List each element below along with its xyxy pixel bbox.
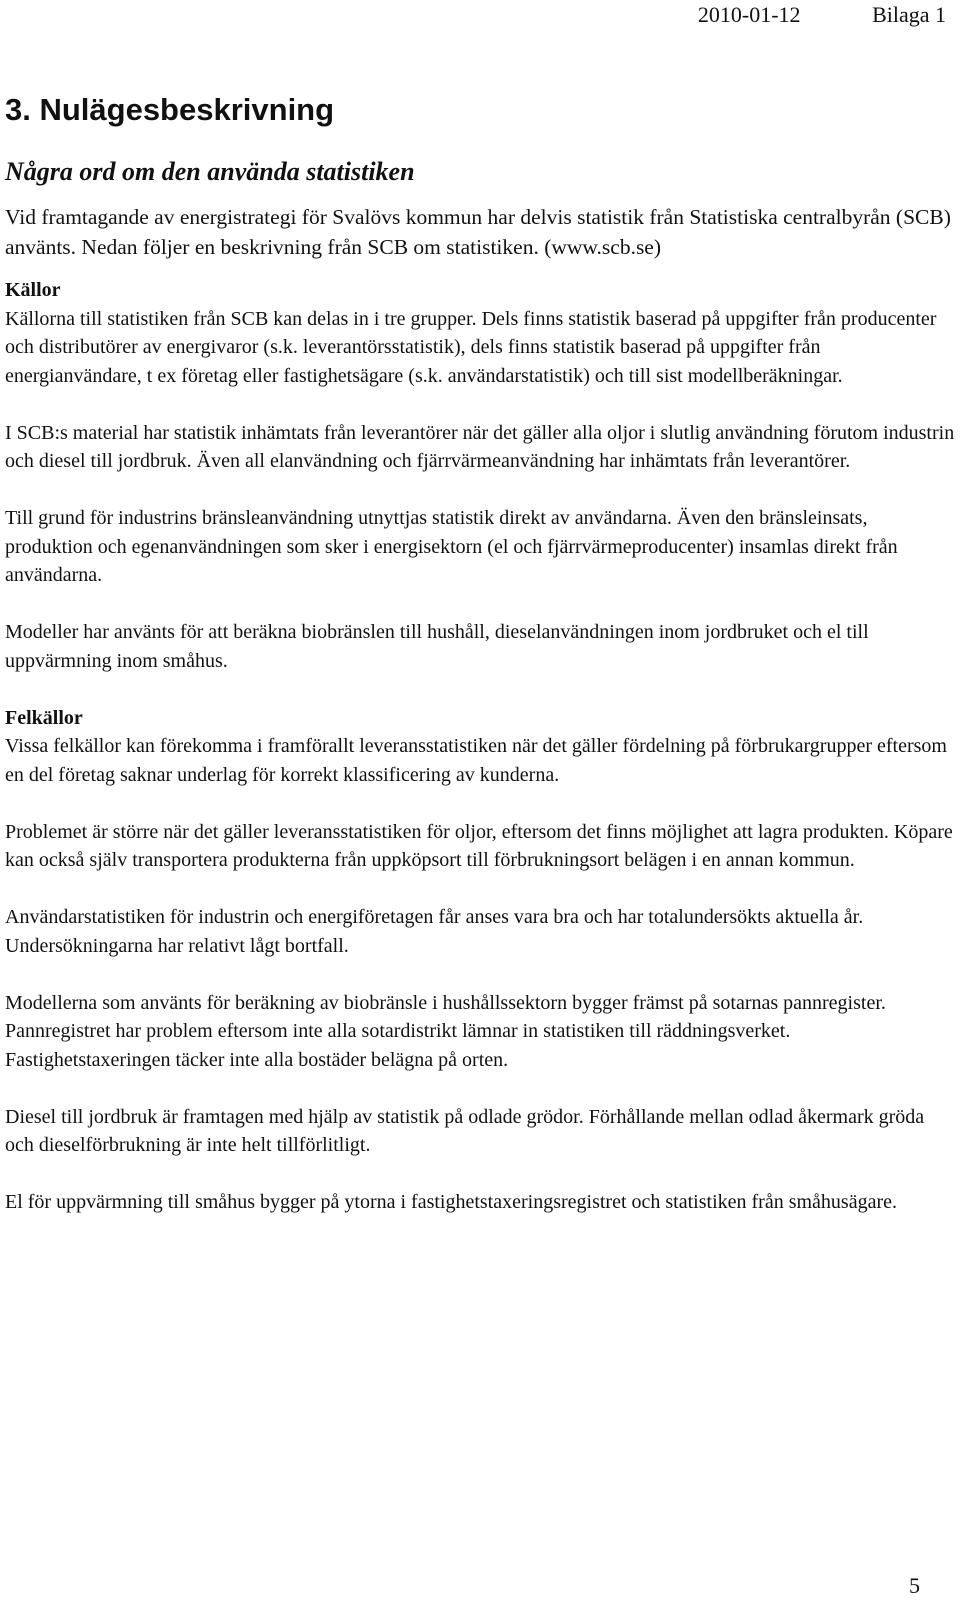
document-body (5, 86, 955, 1245)
paragraph: Modellerna som använts för beräkning av biobränsle i hushållssektorn bygger främst på sotarnas pannregister. Pannregistret har problem eftersom inte alla sotardistrikt lämnar in statistiken till räddningsverket. Fastighetstaxeringen täcker inte alla bostäder belägna på orten. (5, 991, 886, 1071)
page-header (698, 0, 946, 30)
paragraph: Problemet är större när det gäller leveransstatistiken för oljor, eftersom det finns möjlighet att lagra produkten. Köpare kan också själv transportera produkterna från uppköpsort till förbrukningsort belägen i en annan kommun. (5, 820, 953, 871)
header-date: 2010-01-12 (697, 2, 801, 27)
header-appendix-label: Bilaga 1 (872, 2, 946, 27)
document-subtitle: Några ord om den använda statistiken (5, 157, 415, 186)
page-number: 5 (909, 1573, 920, 1598)
paragraph: Modeller har använts för att beräkna biobränslen till hushåll, dieselanvändningen inom jordbruket och el till uppvärmning inom småhus. (5, 621, 869, 672)
paragraph: Användarstatistiken för industrin och energiföretagen får anses vara bra och har totalundersökts aktuella år. Undersökningarna har relativt lågt bortfall. (5, 906, 864, 957)
paragraph: El för uppvärmning till småhus bygger på ytorna i fastighetstaxeringsregistret och statistiken från småhusägare. (5, 1191, 897, 1213)
section-kallor (5, 276, 955, 675)
paragraph: Källorna till statistiken från SCB kan delas in i tre grupper. Dels finns statistik baserad på uppgifter från producenter och distributörer av energivaror (s.k. leverantörsstatistik), dels finns statistik baserad på uppgifter från energianvändare, t ex företag eller fastighetsägare (s.k. användarstatistik) och till sist modellberäkningar. (5, 307, 937, 387)
paragraph: I SCB:s material har statistik inhämtats från leverantörer när det gäller alla oljor i slutlig användning förutom industrin och diesel till jordbruk. Även all elanvändning och fjärrvärmeanvändning har inhämtats från leverantörer. (5, 421, 955, 472)
paragraph: Diesel till jordbruk är framtagen med hjälp av statistik på odlade grödor. Förhållande mellan odlad åkermark gröda och dieselförbrukning är inte helt tillförlitligt. (5, 1105, 925, 1156)
section-heading-kallor: Källor (5, 279, 61, 301)
paragraph: Till grund för industrins bränsleanvändning utnyttjas statistik direkt av användarna. Även den bränsleinsats, produktion och egenanvändningen som sker i energisektorn (el och fjärrvärmeproducenter) insamlas direkt från användarna. (5, 507, 898, 586)
document-title: 3. Nulägesbeskrivning (5, 92, 335, 127)
paragraph: Vissa felkällor kan förekomma i framförallt leveransstatistiken när det gäller fördelning på förbrukargrupper eftersom en del företag saknar underlag för korrekt klassificering av kunderna. (5, 735, 947, 786)
section-heading-felkallor: Felkällor (5, 706, 83, 729)
section-felkallor (5, 704, 955, 1217)
intro-paragraph: Vid framtagande av energistrategi för Svalövs kommun har delvis statistik från Statistiska centralbyrån (SCB) använts. Nedan följer en beskrivning från SCB om statistiken. (www.scb.se) (5, 205, 951, 259)
